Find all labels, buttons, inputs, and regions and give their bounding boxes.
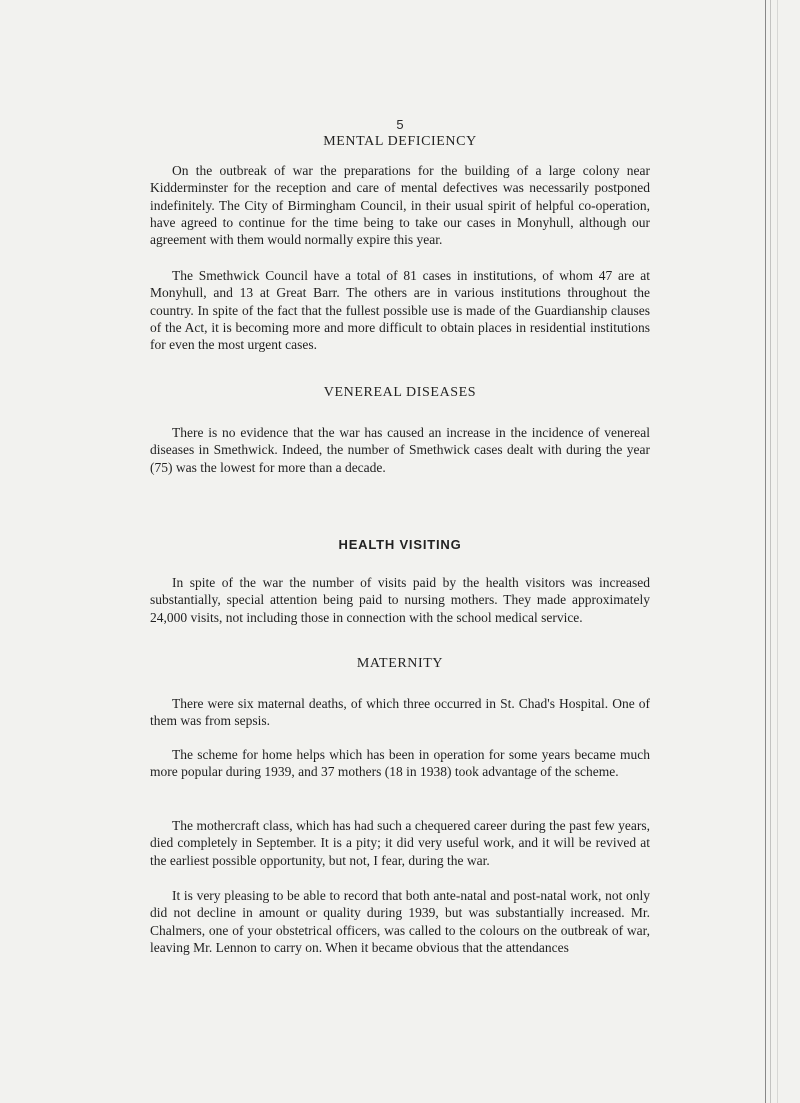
page-number: 5 <box>396 117 404 132</box>
paragraph: There is no evidence that the war has caused an increase in the incidence of venereal diseases in Smethwick. Indeed, the number of Smethwick cases dealt with during the year (75) was the lowest for more than a decade. <box>150 425 650 475</box>
paragraph: The mothercraft class, which has had such a chequered career during the past few years, died completely in September. It is a pity; it did very useful work, and it will be revived at the earliest possible opportunity, but not, I fear, during the war. <box>150 818 650 868</box>
section-heading-maternity: MATERNITY <box>356 656 444 671</box>
section-heading-mental-deficiency: MENTAL DEFICIENCY <box>323 134 477 149</box>
section-heading-health-visiting: HEALTH VISITING <box>338 537 462 552</box>
paragraph: There were six maternal deaths, of which three occurred in St. Chad's Hospital. One of them was from sepsis. <box>150 696 650 729</box>
paragraph: It is very pleasing to be able to record that both ante-natal and post-natal work, not only did not decline in amount or quality during 1939, but was substantially increased. Mr. Chalmers, one of your obstetrical officers, was called to the colours on the outbreak of war, leaving Mr. Lennon to carry on. When it became obvious that the attendances <box>150 888 650 955</box>
paragraph: The Smethwick Council have a total of 81 cases in institutions, of whom 47 are at Monyhull, and 13 at Great Barr. The others are in various institutions throughout the country. In spite of the fact that the fullest possible use is made of the Guardianship clauses of the Act, it is becoming more and more difficult to obtain places in residential institutions for even the most urgent cases. <box>150 268 650 353</box>
paragraph: On the outbreak of war the preparations for the building of a large colony near Kidderminster for the reception and care of mental defectives was necessarily postponed indefinitely. The City of Birmingham Council, in their usual spirit of helpful co-operation, have agreed to continue for the time being to take our cases in Monyhull, although our agreement with them would normally expire this year. <box>150 163 650 248</box>
section-heading-venereal-diseases: VENEREAL DISEASES <box>323 385 477 400</box>
paragraph: In spite of the war the number of visits paid by the health visitors was increased substantially, special attention being paid to nursing mothers. They made approximately 24,000 visits, not including those in connection with the school medical service. <box>150 575 650 625</box>
paragraph: The scheme for home helps which has been in operation for some years became much more popular during 1939, and 37 mothers (18 in 1938) took advantage of the scheme. <box>150 747 650 780</box>
